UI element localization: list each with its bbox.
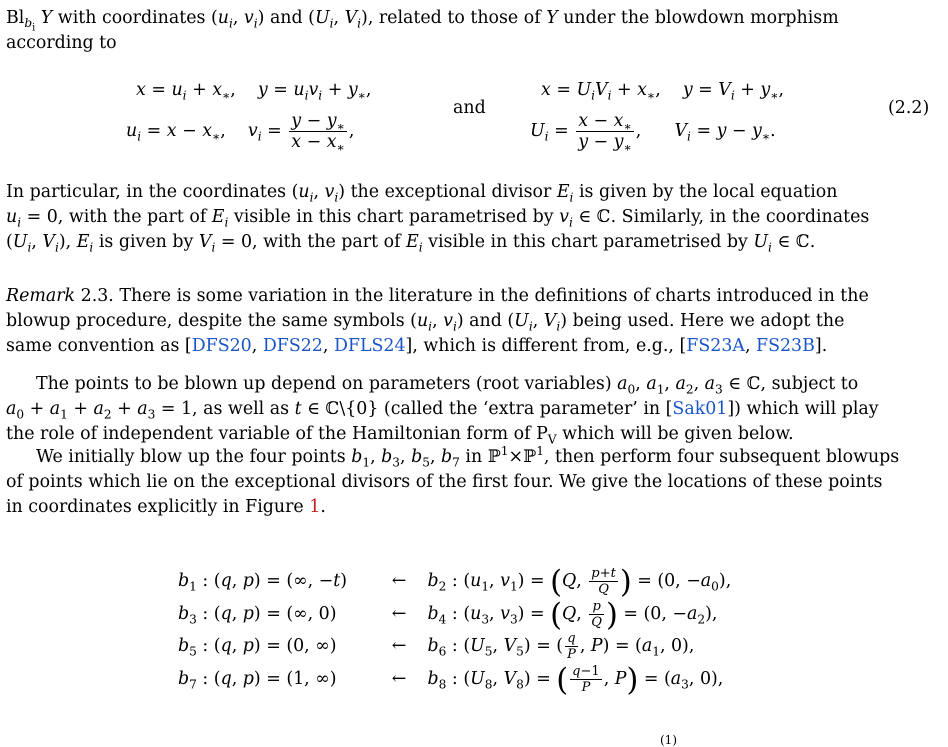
cite-fs23a[interactable]: FS23A (686, 336, 745, 356)
remark-label: Remark (6, 286, 76, 306)
equation-number: (2.2) (888, 98, 930, 118)
eq-row2-right: $U_i$ = $\frac{x - x_∗}{y - y_∗}$ , $V_i = y - y_∗$. (530, 111, 776, 155)
blowup-paragraph: We initially blow up the four points $b_1$, $b_3$, $b_5$, $b_7$ in ℙ$^1$×ℙ$^1$, then perform four subsequent blowups of points which lie on the exceptional divisors of the first four. We give the locations of these points in coordinates explicitly in Figure 1. (6, 444, 900, 517)
eq-and: and (453, 98, 486, 118)
point-row-2: $b_3$ : (q, p) = (∞, 0) ← $b_4$ : ($u_3$, $v_3) = (Q$, $\frac{p}{Q}$ ) = (0, $-a_2$), (178, 598, 718, 633)
remark-number: 2.3. (80, 286, 114, 306)
point-row-1: $b_1$ : (q, p) = (∞, −t) ← $b_2$ : ($u_1$, $v_1) = (Q$, $\frac{p+t}{Q}$ ) = (0, $-a_0$), (178, 565, 732, 600)
cite-dfls24[interactable]: DFLS24 (333, 336, 406, 356)
remark-2-3: Remark 2.3. There is some variation in the literature in the definitions of charts introduced in the blowup procedure, despite the same symbols ($u_i$, $v_i$) and ($U_i$, $V_i$) being used. Here we adopt the same convention as [DFS20, DFS22, DFLS24], which is different from, e.g., [FS23A, FS23B]. (6, 286, 869, 356)
cut-superscript: (1) (660, 733, 677, 747)
eq-row2-left: $u_i = x - x_∗$, $v_i$ = $\frac{y - y_∗}{x - x_∗}$ , (126, 111, 355, 155)
figure-1-link[interactable]: 1 (309, 497, 321, 517)
cite-sak01[interactable]: Sak01 (672, 399, 728, 419)
point-row-4: $b_7$ : (q, p) = (1, ∞) ← $b_8$ : ($U_8$, $V_8$) = ( $\frac{q-1}{P}$ , $P) = (a_3$, 0), (178, 663, 724, 698)
point-row-3: $b_5$ : (q, p) = (0, ∞) ← $b_6$ : ($U_5$, $V_5$) = ( $\frac{q}{P}$ , $P) = (a_1$, 0), (178, 631, 695, 662)
points-paragraph: The points to be blown up depend on parameters (root variables) $a_0$, $a_1$, $a_2$, $a_3$ ∈ ℂ, subject to $a_0 + a_1 + a_2 + a_3 = 1$, as well as t ∈ ℂ\{0} (called the ‘extra parameter’ in [Sak01]) which will play the role of independent variable of the Hamiltonian form of $P_V$ which will be given below. (6, 374, 879, 447)
eq-row1-right: $x = U_iV_i + x_∗$, $y = V_i + y_∗$, (541, 80, 785, 103)
intro-paragraph: $Bl_{b_i}$ Y with coordinates ($u_i$, $v_i$) and ($U_i$, $V_i$), related to those of Y under the blowdown morphism according to (6, 8, 839, 53)
particular-paragraph: In particular, in the coordinates ($u_i$, $v_i$) the exceptional divisor $E_i$ is given by the local equation $u_i = 0$, with the part of $E_i$ visible in this chart parametrised by $v_i$ ∈ ℂ. Similarly, in the coordinates ($U_i$, $V_i$), $E_i$ is given by $V_i = 0$, with the part of $E_i$ visible in this chart parametrised by $U_i$ ∈ ℂ. (6, 182, 870, 255)
eq-row1-left: $x = u_i + x_∗$, $y = u_iv_i + y_∗$, (136, 80, 372, 103)
cite-dfs22[interactable]: DFS22 (262, 336, 323, 356)
cite-fs23b[interactable]: FS23B (756, 336, 815, 356)
cite-dfs20[interactable]: DFS20 (191, 336, 252, 356)
